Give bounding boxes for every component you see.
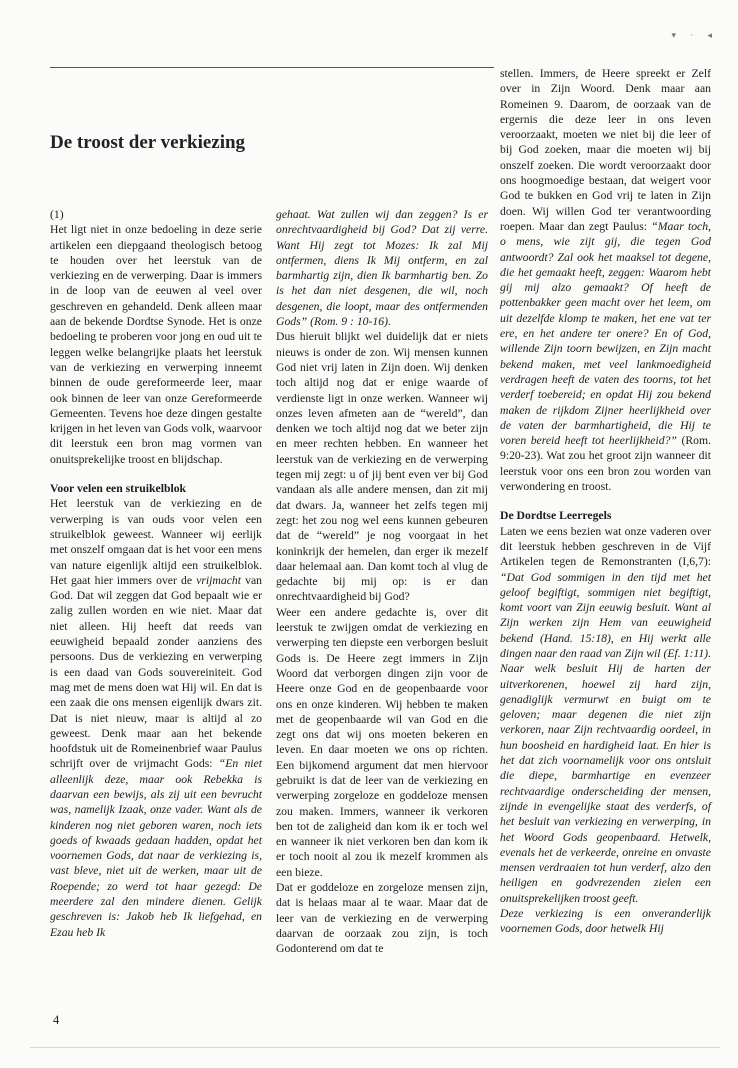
paragraph-struikelblok: Het leerstuk van de verkiezing en de verwerping is van ouds voor velen een struikelblok geweest. Wanneer wij eerlijk met onszelf omgaan dat is het voor een mens van nature eigenlijk altijd een struikelblok. Het gaat hier immers over de vrijmacht van God. Dat wil zeggen dat God bepaalt wie er zalig zullen worden en wie niet. Maar dat niet alleen. Hij heeft dat reeds van eeuwigheid bepaald zonder aanziens des persoons. Dus de verkiezing en verwerping is een daad van Gods souvereiniteit. God mag met de mens doen wat Hij wil. En dat is een zaak die ons mensen eigenlijk dwars zit. Dat is niet nieuw, maar is altijd al zo geweest. Denk maar aan het bekende hoofdstuk uit de Romeinenbrief waar Paulus schrijft over de vrijmacht Gods: “En niet alleenlijk deze, maar ook Rebekka is daarvan een bewijs, als zij uit een bevrucht was, namelijk Izaak, onze vader. Want als de kinderen nog niet geboren waren, noch iets goeds of kwaads gedaan hadden, opdat het voornemen Gods, dat naar de verkiezing is, vast bleve, niet uit de werken, maar uit de Roepende; zo werd tot haar gezegd: De meerdere zal den mindere dienen. Gelijk geschreven is: Jakob heb Ik liefgehad, en Ezau heb Ik xyxy=(50,497,262,939)
column-1 xyxy=(50,207,262,940)
bottom-rule xyxy=(30,1047,720,1048)
paragraph-andere-gedachte: Weer een andere gedachte is, over dit leerstuk te zwijgen omdat de verkiezing en verwerping ten diepste een verborgen besluit Gods is. De Heere zegt immers in Zijn Woord dat verborgen dingen zijn voor de Heere onze God en de geopenbaarde voor ons en onze kinderen. Wij hebben te maken met de geopenbaarde wil van God en die zegt ons dat wij ons moeten bekeren en leven. En daar moeten we ons op richten. Een bijkomend argument dat men hiervoor gebruikt is dat de leer van de verkiezing en verwerping zorgeloze en goddeloze mensen zou maken. Immers, wanneer ik verkoren ben tot de zaligheid dan kom ik er toch wel en wanneer ik niet verkoren ben dan kom ik er toch nooit al zou ik mezelf krommen als een bieze. xyxy=(276,605,488,879)
top-rule xyxy=(50,67,494,68)
paragraph-niets-nieuws: Dus hieruit blijkt wel duidelijk dat er niets nieuws is onder de zon. Wij mensen kunnen God niet vrij laten in Zijn doen. Wij denken toch altijd nog dat er enige waarde of verdienste ligt in onze werken. Wanneer wij onzes leven afmeten aan de “wereld”, dan denken we toch altijd nog dat we beter zijn en meer rechten hebben. En wanneer het leerstuk van de verkiezing en de verwerping tegen mij zegt: u of jij bent even ver bij God vandaan als alle andere mensen, dan zit mij dat dwars. Ja, wanneer het zelfs tegen mij zegt: het zou nog wel eens kunnen gebeuren dat de “wereld” je nog voorgaat in het koninkrijk der hemelen, dan erger ik mezelf daar helemaal aan. Dan komt toch al vlug de gedachte bij mij op: is er dan onrechtvaardigheid bij God? xyxy=(276,330,488,604)
paragraph-stellen: stellen. Immers, de Heere spreekt er Zelf over in Zijn Woord. Denk maar aan Romeinen 9. Daarom, de oorzaak van de ergernis die deze leer in ons leven veroorzaakt, moeten we niet bij die leer of bij God zoeken, maar die moeten wij bij onszelf zoeken. Die wordt veroorzaakt door ons hoogmoedige bestaan, dat weigert voor God te bukken en God vrij te laten in Zijn doen. Wij willen God ter verantwoording roepen. Maar dan zegt Paulus: “Maar toch, o mens, wie zijt gij, die tegen God antwoordt? Zal ook het maaksel tot degene, die het gemaakt heeft, zeggen: Waarom hebt gij mij alzo gemaakt? Of heeft de pottenbakker geen macht over het leem, om uit dezelfde klomp te maken, het ene vat ter ere, en het andere ter onere? En of God, willende Zijn toorn bewijzen, en Zijn macht bekend maken, met veel lankmoedigheid verdragen heeft de vaten des toorns, tot het verderf toebereid; en opdat Hij zou bekend maken de rijkdom Zijner heerlijkheid over de vaten der barmhartigheid, die Hij te voren bereid heeft tot heerlijkheid?” (Rom. 9:20-23). Wat zou het groot zijn wanneer dit leerstuk voor ons een bron zou worden van verwondering en troost. xyxy=(500,67,712,494)
subheading-struikelblok: Voor velen een struikelblok xyxy=(50,482,187,496)
corner-marks: ▾ · ◂ xyxy=(671,30,718,40)
page-number: 4 xyxy=(53,1013,60,1027)
article-title: De troost der verkiezing xyxy=(50,132,246,153)
subheading-dordtse-leerregels: De Dordtse Leerregels xyxy=(500,509,612,523)
paragraph-romans-quote: gehaat. Wat zullen wij dan zeggen? Is er onrechtvaardigheid bij God? Dat zij verre. Want Hij zegt tot Mozes: Ik zal Mij ontfermen, diens Ik Mij ontferm, en zal barmhartig zijn, dien Ik barmhartig ben. Zo is het dan niet desgenen, die wil, noch desgenen, die loopt, maar des ontfermenden Gods” (Rom. 9 : 10-16). xyxy=(276,208,488,329)
column-3 xyxy=(500,66,711,937)
paragraph-leerregels: Laten we eens bezien wat onze vaderen over dit leerstuk hebben geschreven in de Vijf Artikelen tegen de Remonstranten (I,6,7): “Dat God sommigen in den tijd met het geloof begiftigt, sommigen niet begiftigt, komt voort van Zijn eeuwig besluit. Want al Zijn werken zijn Hem van eeuwigheid bekend (Hand. 15:18), en Hij werkt alle dingen naar den raad van Zijn wil (Ef. 1:11). Naar welk besluit Hij de harten der uitverkorenen, hoewel zij hard zijn, genadiglijk vermurwt en buigt om te geloven; maar degenen die niet zijn verkoren, naar Zijn rechtvaardig oordeel, in hun boosheid en hardigheid laat. En hier is het dat zich voornamelijk voor ons ontsluit die diepe, barmhartige en evenzeer rechtvaardige onderscheiding der mensen, zijnde in evengelijke staat des verderfs, of het besluit van verkiezing en verwerping, in het Woord Gods geopenbaard. Hetwelk, evenals het de verkeerde, onreine en onvaste mensen verdraaien tot hun verderf, alzo den heiligen en godvrezenden zielen een onuitsprekelijken troost geeft. xyxy=(500,524,711,905)
paragraph-goddeloze: Dat er goddeloze en zorgeloze mensen zijn, dat is helaas maar al te waar. Maar dat de leer van de verkiezing en de verwerping daarvan de oorzaak zou zijn, is toch Godonterend om dat te xyxy=(276,881,488,956)
article-number: (1) xyxy=(50,208,64,221)
paragraph-verkiezing-voornemen: Deze verkiezing is een onveranderlijk voornemen Gods, door hetwelk Hij xyxy=(500,907,711,936)
column-2 xyxy=(276,207,488,957)
intro-paragraph: Het ligt niet in onze bedoeling in deze serie artikelen een diepgaand theologisch betoog te houden over het leerstuk van de verkiezing en de verwerping. Daar is immers in de loop van de eeuwen al veel over geschreven en gehandeld. Denk alleen maar aan de bekende Dordtse Synode. Het is onze bedoeling te proberen voor jong en oud uit te leggen welke belangrijke plaats het leerstuk van de verkiezing en verwerping inneemt binnen de oude gereformeerde leer, maar ook binnen de leer van onze Gereformeerde Gemeenten. Tevens hoe deze dingen gestalte krijgen in het leven van Gods volk, waarvoor dit leerstuk een bron mag vormen van onuitsprekelijke troost en blijdschap. xyxy=(50,223,262,466)
